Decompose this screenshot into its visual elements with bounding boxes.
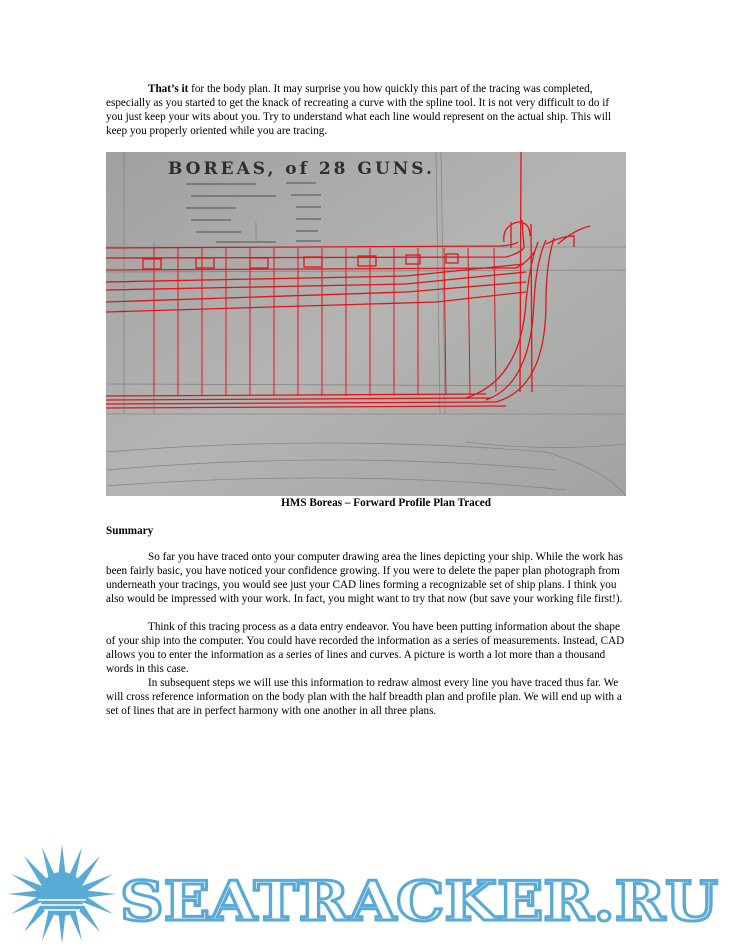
seatracker-watermark — [0, 838, 730, 945]
figure-caption: HMS Boreas – Forward Profile Plan Traced — [281, 497, 491, 509]
summary-paragraph-3: In subsequent steps we will use this information to redraw almost every line you have traced thus far. We will cross reference information on the body plan with the half breadth plan and profile plan. We will end up with a set of lines that are in perfect harmony with one another in all three plans. — [106, 677, 622, 717]
watermark-graphic — [0, 838, 730, 945]
summary-heading: Summary — [106, 525, 154, 537]
paper-background — [106, 152, 626, 496]
intro-paragraph — [106, 83, 626, 139]
intro-lead: That’s it — [148, 83, 189, 95]
plan-title: BOREAS, of 28 GUNS. — [168, 159, 435, 179]
profile-plan-drawing — [106, 152, 626, 496]
profile-plan-figure — [106, 152, 626, 496]
summary-paragraph-1: So far you have traced onto your computer drawing area the lines depicting your ship. While the work has been fairly basic, you have noticed your confidence growing. If you were to delete the paper plan photograph from underneath your tracings, you would see just your CAD lines forming a recognizable set of ship plans. I think you also would be impressed with your work. In fact, you might want to try that now (but save your working file first!). — [106, 551, 623, 605]
sun-logo-icon — [8, 844, 116, 944]
intro-text: for the body plan. It may surprise you how quickly this part of the tracing was completed, especially as you started to get the knack of recreating a curve with the spline tool. It is not very difficult to do if you just keep your wits about you. Try to understand what each line would represent on the actual ship. This will keep you properly oriented while you are tracing. — [106, 83, 612, 137]
summary-paragraph-2: Think of this tracing process as a data entry endeavor. You have been putting information about the shape of your ship into the computer. You could have recorded the information as a series of measurements. Instead, CAD allows you to enter the information as a series of lines and curves. A picture is worth a lot more than a thousand words in this case. — [106, 621, 625, 675]
watermark-text: SEATRACKER.RU — [120, 869, 718, 933]
